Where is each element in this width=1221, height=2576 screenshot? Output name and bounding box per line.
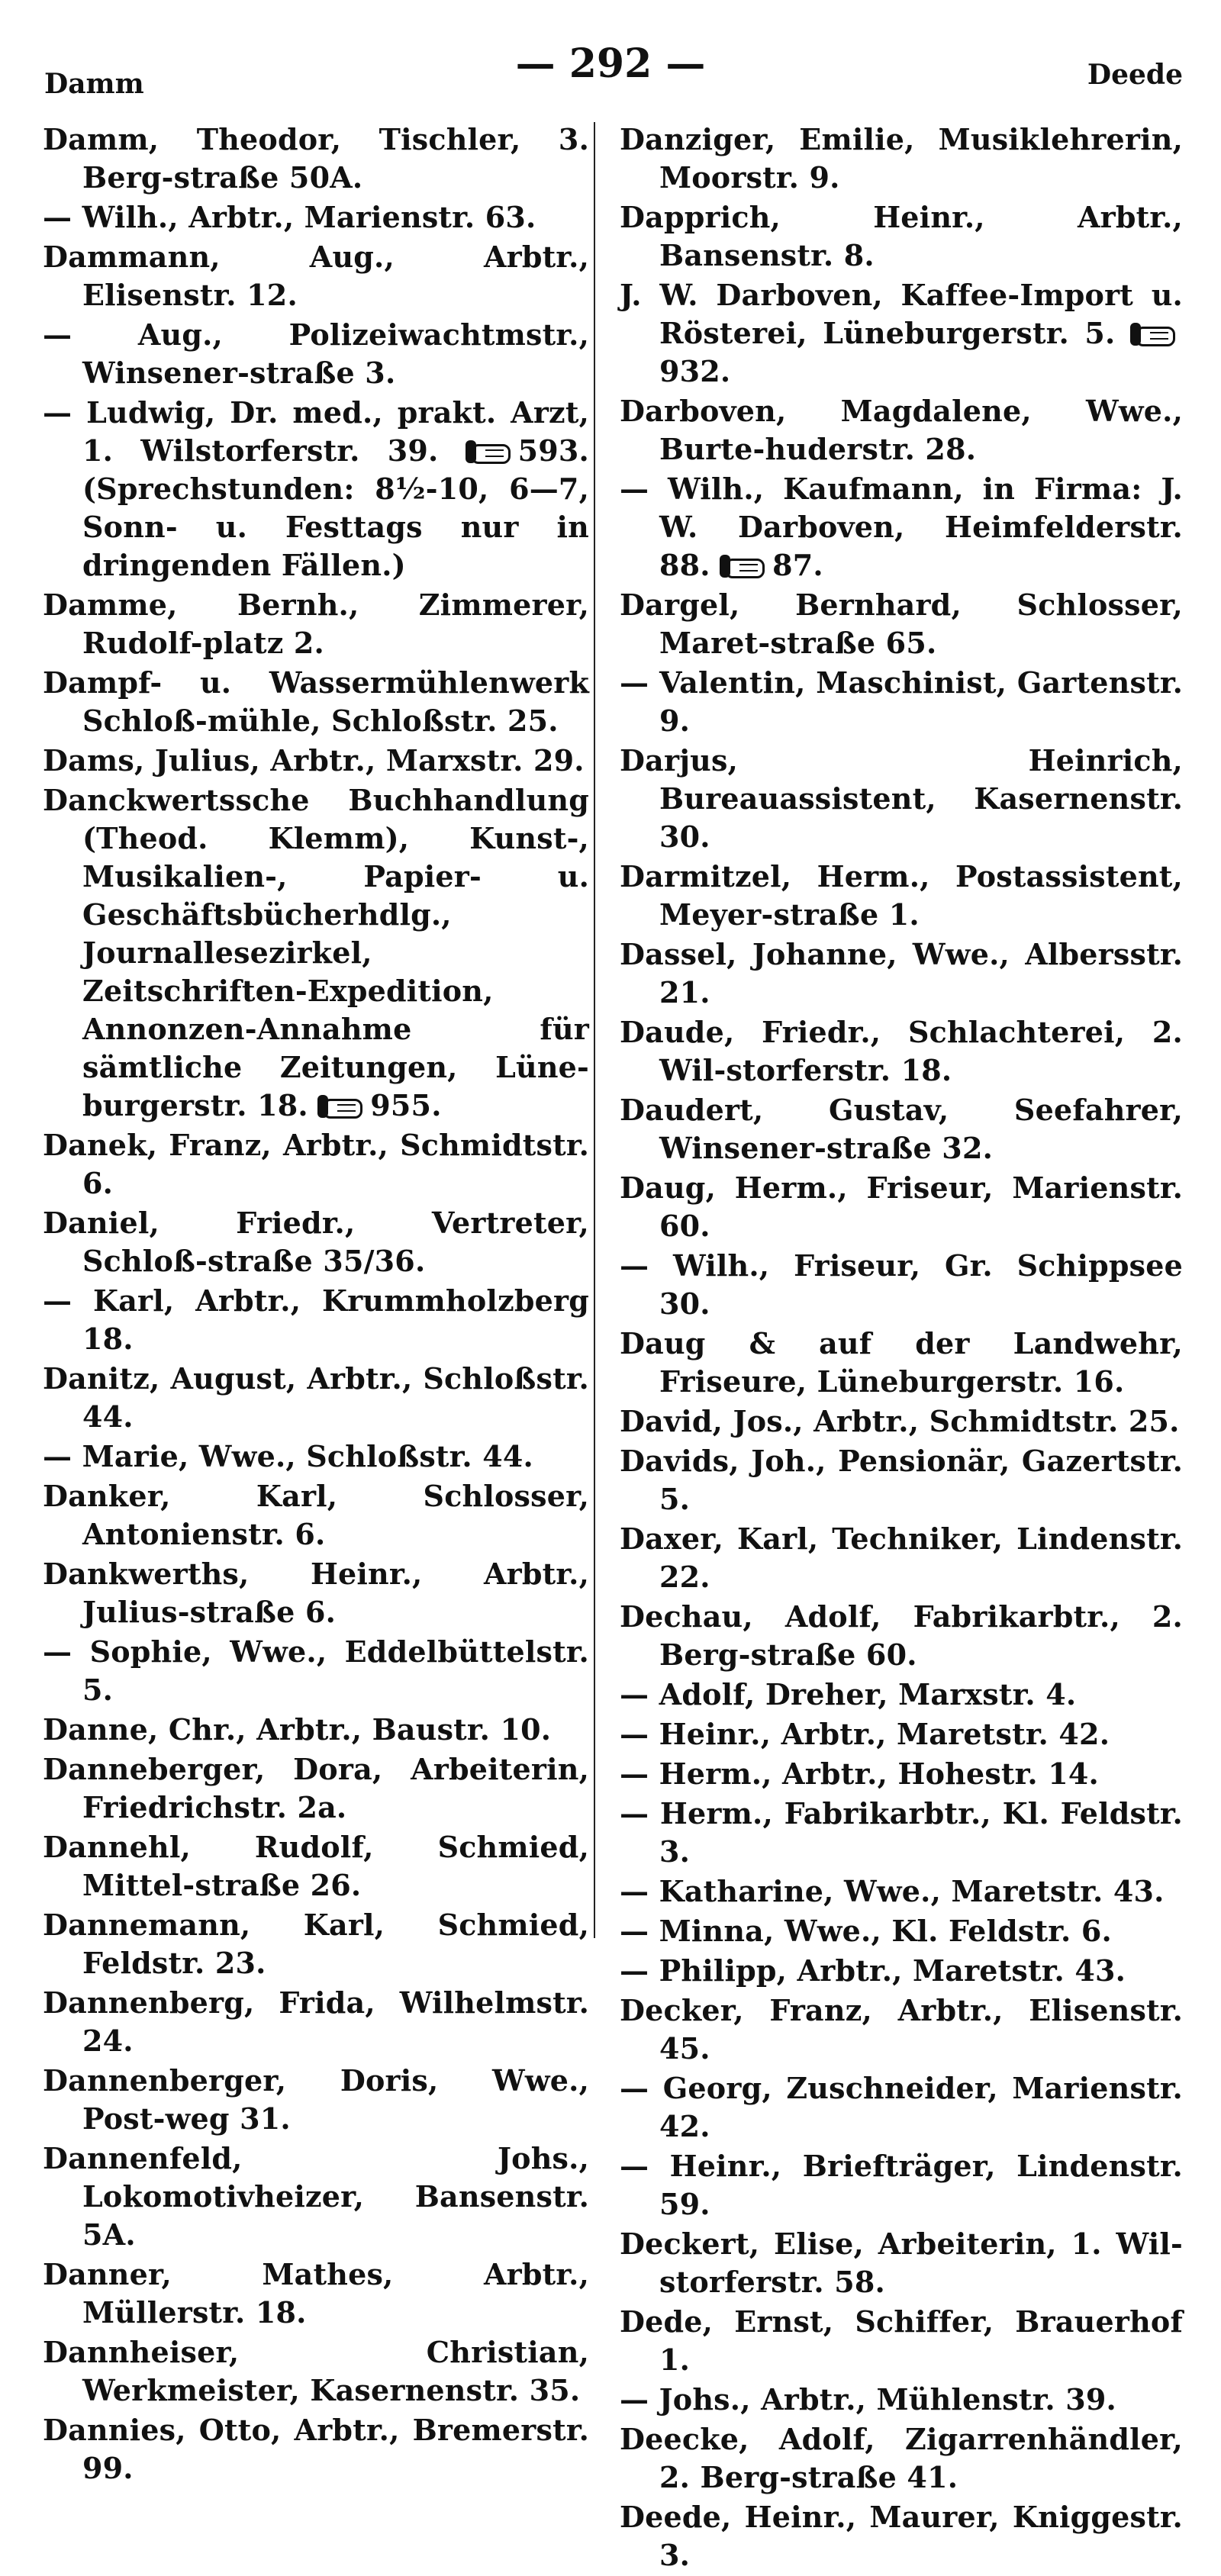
directory-entry <box>620 392 1183 469</box>
entry-text: Dannenberg, Frida, Wilhelmstr. 24. <box>43 1985 589 2058</box>
entry-text: — Minna, Wwe., Kl. Feldstr. 6. <box>620 1914 1112 1948</box>
entry-text: Davids, Joh., Pensionär, Gazertstr. 5. <box>620 1444 1183 1516</box>
directory-entry <box>620 2381 1183 2419</box>
entry-text: — Katharine, Wwe., Maretstr. 43. <box>620 1874 1165 1908</box>
directory-entry <box>620 1912 1183 1950</box>
entry-text: Damme, Bernh., Zimmerer, Rudolf-platz 2. <box>43 588 589 660</box>
entry-text: Darboven, Magdalene, Wwe., Burte-huderstr. 28. <box>620 394 1183 466</box>
entry-text: Dargel, Bernhard, Schlosser, Maret-straße 65. <box>620 588 1183 660</box>
directory-entry <box>620 586 1183 662</box>
directory-entry <box>620 742 1183 856</box>
directory-entry <box>43 121 589 197</box>
directory-entry <box>43 316 589 392</box>
directory-entry <box>43 1126 589 1203</box>
entry-text: Daug, Herm., Friseur, Marienstr. 60. <box>620 1170 1183 1243</box>
directory-entry <box>43 1906 589 1982</box>
directory-entry <box>620 198 1183 275</box>
directory-entry <box>620 664 1183 740</box>
entry-text: Dannies, Otto, Arbtr., Bremerstr. 99. <box>43 2413 589 2485</box>
entry-text: Danne, Chr., Arbtr., Baustr. 10. <box>43 1712 552 1747</box>
entry-text: Dannenfeld, Johs., Lokomotivheizer, Bansenstr. 5A. <box>43 2141 589 2252</box>
entry-text: — Philipp, Arbtr., Maretstr. 43. <box>620 1953 1126 1988</box>
entry-text: — Herm., Arbtr., Hohestr. 14. <box>620 1757 1099 1791</box>
directory-entry <box>620 2069 1183 2146</box>
directory-entry <box>620 1325 1183 1401</box>
entry-text: Dapprich, Heinr., Arbtr., Bansenstr. 8. <box>620 200 1183 272</box>
entry-text: Daude, Friedr., Schlachterei, 2. Wil-storferstr. 18. <box>620 1015 1183 1087</box>
column-divider <box>594 122 595 1938</box>
entry-text: — Valentin, Maschinist, Gartenstr. 9. <box>620 665 1183 738</box>
directory-entry <box>43 586 589 662</box>
entry-text: Decker, Franz, Arbtr., Elisenstr. 45. <box>620 1993 1183 2066</box>
directory-entry <box>43 1204 589 1280</box>
directory-entry <box>620 2420 1183 2497</box>
telephone-icon <box>471 444 511 464</box>
directory-entry <box>620 935 1183 1012</box>
entry-text: — Wilh., Kaufmann, in Firma: J. W. Darboven, Heimfelderstr. 88. <box>620 472 1183 582</box>
phone-number: 955. <box>370 1088 442 1122</box>
directory-entry <box>43 1282 589 1358</box>
entry-text: Dannheiser, Christian, Werkmeister, Kasernenstr. 35. <box>43 2335 589 2407</box>
directory-entry <box>620 1520 1183 1596</box>
entry-text: — Heinr., Briefträger, Lindenstr. 59. <box>620 2149 1183 2221</box>
directory-entry <box>43 198 589 237</box>
entry-text: Darjus, Heinrich, Bureauassistent, Kasernenstr. 30. <box>620 743 1183 854</box>
directory-entry <box>620 2303 1183 2379</box>
entry-text: Deede, Heinr., Maurer, Kniggestr. 3. <box>620 2500 1183 2572</box>
entry-text: — Karl, Arbtr., Krummholzberg 18. <box>43 1283 589 1356</box>
directory-entry <box>620 276 1183 391</box>
entry-text: — Ludwig, Dr. med., prakt. Arzt, 1. Wilstorferstr. 39. <box>43 395 589 468</box>
entry-text: Daudert, Gustav, Seefahrer, Winsener-straße 32. <box>620 1093 1183 1165</box>
entry-text: Dams, Julius, Arbtr., Marxstr. 29. <box>43 743 585 778</box>
entry-text: Dannemann, Karl, Schmied, Feldstr. 23. <box>43 1908 589 1980</box>
directory-entry <box>43 1750 589 1827</box>
directory-entry <box>620 470 1183 584</box>
directory-entry <box>43 2062 589 2138</box>
entry-text: Danneberger, Dora, Arbeiterin, Friedrichstr. 2a. <box>43 1752 589 1824</box>
entry-text: Daxer, Karl, Techniker, Lindenstr. 22. <box>620 1521 1183 1594</box>
directory-entry <box>43 742 589 780</box>
entry-text: Daniel, Friedr., Vertreter, Schloß-straße 35/36. <box>43 1206 589 1278</box>
entry-text: J. W. Darboven, Kaffee-Import u. Rösterei, Lüneburgerstr. 5. <box>620 278 1183 350</box>
directory-entry <box>620 2147 1183 2223</box>
entry-text: Dankwerths, Heinr., Arbtr., Julius-straße 6. <box>43 1557 589 1629</box>
entry-text: Damm, Theodor, Tischler, 3. Berg-straße 50A. <box>43 122 589 195</box>
directory-entry <box>620 1755 1183 1793</box>
entry-text: Danek, Franz, Arbtr., Schmidtstr. 6. <box>43 1128 589 1200</box>
directory-entry <box>43 1633 589 1709</box>
directory-entry <box>43 1477 589 1554</box>
directory-entry <box>620 1992 1183 2068</box>
entry-text: — Georg, Zuschneider, Marienstr. 42. <box>620 2071 1183 2143</box>
entry-text: Daug & auf der Landwehr, Friseure, Lüneburgerstr. 16. <box>620 1326 1183 1399</box>
entry-text: — Wilh., Arbtr., Marienstr. 63. <box>43 200 536 234</box>
page-number: — 292 — <box>515 40 706 87</box>
entry-text: Dannenberger, Doris, Wwe., Post-weg 31. <box>43 2063 589 2136</box>
entry-note: (Sprechstunden: 8½-10, 6—7, Sonn- u. Festtags nur in dringenden Fällen.) <box>82 472 589 582</box>
directory-entry <box>43 1828 589 1905</box>
entry-text: Danziger, Emilie, Musiklehrerin, Moorstr. 9. <box>620 122 1183 195</box>
directory-entry <box>43 664 589 740</box>
entry-text: Dassel, Johanne, Wwe., Albersstr. 21. <box>620 937 1183 1009</box>
telephone-icon <box>323 1099 362 1119</box>
entry-text: — Aug., Polizeiwachtmstr., Winsener-straße 3. <box>43 317 589 390</box>
telephone-icon <box>1136 327 1175 346</box>
entry-text: Darmitzel, Herm., Postassistent, Meyer-straße 1. <box>620 859 1183 932</box>
directory-entry <box>43 1555 589 1631</box>
entry-text: Danckwertssche Buchhandlung (Theod. Klemm), Kunst-, Musikalien-, Papier- u. Geschäftsbücherhdlg., Journallesezirkel, Zeitschriften-Expedition, Annonzen-Annahme für sämtliche Zeitungen, Lüne-burgerstr. 18. <box>43 783 589 1122</box>
entry-text: — Johs., Arbtr., Mühlenstr. 39. <box>620 2382 1116 2417</box>
directory-entry <box>43 394 589 584</box>
entry-text: Danner, Mathes, Arbtr., Müllerstr. 18. <box>43 2257 589 2330</box>
directory-entry <box>620 1676 1183 1714</box>
directory-entry <box>620 121 1183 197</box>
right-column <box>620 121 1183 2576</box>
directory-entry <box>43 2333 589 2410</box>
entry-text: Dammann, Aug., Arbtr., Elisenstr. 12. <box>43 240 589 312</box>
entry-text: Dampf- u. Wassermühlenwerk Schloß-mühle, Schloßstr. 25. <box>43 665 589 738</box>
directory-entry <box>43 1711 589 1749</box>
entry-text: — Herm., Fabrikarbtr., Kl. Feldstr. 3. <box>620 1796 1183 1869</box>
directory-entry <box>43 238 589 314</box>
entry-text: Dechau, Adolf, Fabrikarbtr., 2. Berg-straße 60. <box>620 1599 1183 1672</box>
entry-text: Deecke, Adolf, Zigarrenhändler, 2. Berg-straße 41. <box>620 2422 1183 2494</box>
directory-entry <box>43 2140 589 2254</box>
directory-entry <box>620 1442 1183 1518</box>
directory-entry <box>620 858 1183 934</box>
entry-text: — Marie, Wwe., Schloßstr. 44. <box>43 1439 533 1473</box>
directory-entry <box>43 1360 589 1436</box>
telephone-icon <box>725 559 765 578</box>
phone-number: 593. <box>517 433 589 468</box>
phone-number: 932. <box>659 354 731 388</box>
directory-entry <box>620 1247 1183 1323</box>
directory-entry <box>620 1795 1183 1871</box>
entry-text: Deckert, Elise, Arbeiterin, 1. Wil-storferstr. 58. <box>620 2227 1183 2299</box>
directory-entry <box>43 2256 589 2332</box>
directory-entry <box>620 1715 1183 1753</box>
entry-text: David, Jos., Arbtr., Schmidtstr. 25. <box>620 1404 1180 1438</box>
phone-number: 87. <box>772 548 823 582</box>
entry-text: Dede, Ernst, Schiffer, Brauerhof 1. <box>620 2304 1183 2377</box>
entry-text: Dannehl, Rudolf, Schmied, Mittel-straße 26. <box>43 1830 589 1902</box>
directory-entry <box>620 1091 1183 1167</box>
header-right-keyword: Deede <box>1087 59 1183 91</box>
directory-entry <box>620 1169 1183 1245</box>
entry-text: — Wilh., Friseur, Gr. Schippsee 30. <box>620 1248 1183 1321</box>
left-column <box>43 121 589 2489</box>
entry-text: — Adolf, Dreher, Marxstr. 4. <box>620 1677 1077 1711</box>
directory-entry <box>620 1013 1183 1090</box>
directory-entry <box>43 2411 589 2487</box>
directory-entry <box>43 781 589 1125</box>
directory-entry <box>620 2225 1183 2301</box>
entry-text: — Sophie, Wwe., Eddelbüttelstr. 5. <box>43 1634 589 1707</box>
directory-entry <box>43 1984 589 2060</box>
entry-text: — Heinr., Arbtr., Maretstr. 42. <box>620 1717 1110 1751</box>
directory-entry <box>43 1438 589 1476</box>
entry-text: Danker, Karl, Schlosser, Antonienstr. 6. <box>43 1479 589 1551</box>
entry-text: Danitz, August, Arbtr., Schloßstr. 44. <box>43 1361 589 1434</box>
directory-entry <box>620 2498 1183 2574</box>
header-left-keyword: Damm <box>44 68 144 100</box>
directory-entry <box>620 1402 1183 1441</box>
directory-entry <box>620 1952 1183 1990</box>
directory-entry <box>620 1598 1183 1674</box>
directory-entry <box>620 1872 1183 1911</box>
